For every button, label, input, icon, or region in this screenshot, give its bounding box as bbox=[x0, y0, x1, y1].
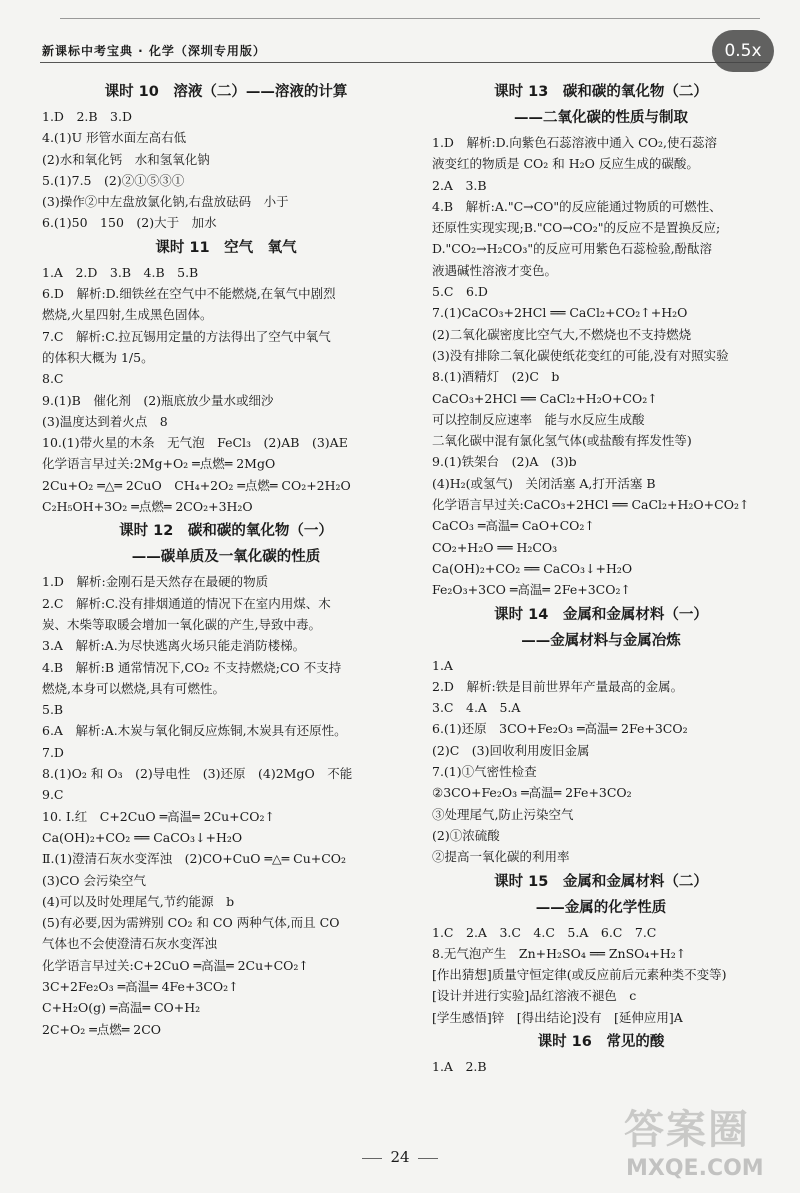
header-rule bbox=[40, 62, 770, 63]
answer-line: 气体也不会使澄清石灰水变浑浊 bbox=[42, 936, 218, 952]
answer-line: 2.C 解析:C.没有排烟通道的情况下在室内用煤、木 bbox=[42, 595, 331, 611]
answer-line: 2.D 解析:铁是目前世界年产量最高的金属。 bbox=[432, 678, 684, 694]
answer-line: (5)有必要,因为需辨别 CO₂ 和 CO 两种气体,而且 CO bbox=[42, 915, 340, 931]
book-title: 新课标中考宝典 · 化学（深圳专用版） bbox=[42, 44, 266, 58]
answer-line: 6.A 解析:A.木炭与氧化铜反应炼铜,木炭具有还原性。 bbox=[42, 723, 347, 739]
answer-line: 6.(1)还原 3CO+Fe₂O₃ ═高温═ 2Fe+3CO₂ bbox=[432, 721, 688, 737]
answer-line: 1.D 解析:金刚石是天然存在最硬的物质 bbox=[42, 574, 269, 590]
answer-line: (2)水和氧化钙 水和氢氧化钠 bbox=[42, 151, 210, 167]
answer-line: 还原性实现实现;B."CO→CO₂"的反应不是置换反应; bbox=[432, 220, 721, 236]
answer-line: 10. Ⅰ.红 C+2CuO ═高温═ 2Cu+CO₂↑ bbox=[42, 808, 275, 824]
answer-line: (3)CO 会污染空气 bbox=[42, 872, 146, 888]
answer-line: (3)操作②中左盘放氯化钠,右盘放砝码 小于 bbox=[42, 194, 289, 210]
answer-line: Ca(OH)₂+CO₂ ══ CaCO₃↓+H₂O bbox=[42, 829, 243, 845]
section-title: 课时 16 常见的酸 bbox=[537, 1033, 665, 1050]
answer-line: 3C+2Fe₂O₃ ═高温═ 4Fe+3CO₂↑ bbox=[42, 978, 239, 994]
answer-line: 8.(1)O₂ 和 O₃ (2)导电性 (3)还原 (4)2MgO 不能 bbox=[42, 766, 353, 782]
answer-line: 2Cu+O₂ ═△═ 2CuO CH₄+2O₂ ═点燃═ CO₂+2H₂O bbox=[42, 477, 351, 493]
answer-line: [作出猜想]质量守恒定律(或反应前后元素种类不变等) bbox=[432, 967, 727, 983]
answer-line: [学生感悟]锌 [得出结论]没有 [延伸应用]A bbox=[432, 1009, 683, 1025]
answer-line: 燃烧,本身可以燃烧,具有可燃性。 bbox=[42, 680, 225, 696]
answer-line: 1.D 解析:D.向紫色石蕊溶液中通入 CO₂,使石蕊溶 bbox=[432, 135, 717, 150]
answer-line: 液遇碱性溶液才变色。 bbox=[432, 262, 558, 278]
section-title: ——二氧化碳的性质与制取 bbox=[514, 110, 688, 126]
answer-line: CO₂+H₂O ══ H₂CO₃ bbox=[432, 539, 558, 555]
answer-line: 7.(1)①气密性检查 bbox=[432, 764, 537, 780]
answer-line: CaCO₃ ═高温═ CaO+CO₂↑ bbox=[432, 518, 595, 534]
answer-line: CaCO₃+2HCl ══ CaCl₂+H₂O+CO₂↑ bbox=[432, 390, 658, 406]
section-title: ——碳单质及一氧化碳的性质 bbox=[131, 549, 321, 566]
answer-line: 4.B 解析:B 通常情况下,CO₂ 不支持燃烧;CO 不支持 bbox=[42, 659, 342, 675]
answer-line: 5.(1)7.5 (2)②①⑤③① bbox=[42, 172, 185, 188]
answer-line: (2)二氧化碳密度比空气大,不燃烧也不支持燃烧 bbox=[432, 326, 692, 342]
answer-line: 二氧化碳中混有氯化氢气体(或盐酸有挥发性等) bbox=[432, 433, 692, 449]
answer-line: 5.B bbox=[42, 702, 64, 718]
answer-line: C₂H₅OH+3O₂ ═点燃═ 2CO₂+3H₂O bbox=[42, 499, 253, 515]
answer-line: 9.C bbox=[42, 787, 64, 803]
section-title: 课时 12 碳和碳的氧化物（一） bbox=[119, 523, 333, 540]
answer-line: 8.无气泡产生 Zn+H₂SO₄ ══ ZnSO₄+H₂↑ bbox=[432, 945, 687, 961]
answer-line: 化学语言早过关:2Mg+O₂ ═点燃═ 2MgO bbox=[42, 456, 276, 472]
answer-line: 1.C 2.A 3.C 4.C 5.A 6.C 7.C bbox=[432, 924, 657, 940]
answer-line: C+H₂O(g) ═高温═ CO+H₂ bbox=[42, 1000, 201, 1016]
watermark-url: MXQE.COM bbox=[626, 1156, 764, 1181]
answer-line: 2C+O₂ ═点燃═ 2CO bbox=[42, 1021, 162, 1037]
answer-line: (3)没有排除二氧化碳使纸花变红的可能,没有对照实验 bbox=[432, 347, 729, 363]
answer-line: 6.(1)50 150 (2)大于 加水 bbox=[42, 215, 217, 231]
answer-line: 1.D 2.B 3.D bbox=[42, 109, 133, 124]
answer-line: 燃烧,火星四射,生成黑色固体。 bbox=[42, 307, 213, 323]
answer-line: 4.B 解析:A."C→CO"的反应能通过物质的可燃性、 bbox=[432, 198, 722, 214]
section-title: 课时 13 碳和碳的氧化物（二） bbox=[494, 84, 708, 100]
answer-line: ③处理尾气,防止污染空气 bbox=[432, 806, 574, 822]
answer-line: 7.(1)CaCO₃+2HCl ══ CaCl₂+CO₂↑+H₂O bbox=[432, 305, 688, 321]
answer-line: 7.D bbox=[42, 744, 64, 760]
playback-speed-button[interactable]: 0.5x bbox=[712, 30, 774, 72]
section-title: 课时 14 金属和金属材料（一） bbox=[494, 606, 708, 623]
watermark-logo: 答案圈 bbox=[624, 1107, 750, 1153]
answer-line: 9.(1)B 催化剂 (2)瓶底放少量水或细沙 bbox=[42, 392, 274, 408]
answer-line: 6.D 解析:D.细铁丝在空气中不能燃烧,在氧气中剧烈 bbox=[42, 286, 336, 302]
answer-line: 7.C 解析:C.拉瓦锡用定量的方法得出了空气中氧气 bbox=[42, 328, 331, 344]
section-title: 课时 10 溶液（二）——溶液的计算 bbox=[104, 84, 348, 100]
answer-line: D."CO₂→H₂CO₃"的反应可用紫色石蕊检验,酚酞溶 bbox=[432, 241, 713, 257]
answer-line: 9.(1)铁架台 (2)A (3)b bbox=[432, 454, 577, 470]
answer-line: 2.A 3.B bbox=[432, 177, 487, 193]
answer-line: [设计并进行实验]品红溶液不褪色 c bbox=[432, 988, 637, 1004]
answer-line: (3)温度达到着火点 8 bbox=[42, 413, 168, 429]
page-header bbox=[0, 0, 800, 70]
left-column bbox=[42, 78, 410, 1040]
answer-line: 10.(1)带火星的木条 无气泡 FeCl₃ (2)AB (3)AE bbox=[42, 435, 348, 451]
answer-line: (2)①浓硫酸 bbox=[432, 827, 500, 843]
right-column bbox=[432, 78, 770, 1077]
answer-line: 炭、木柴等取暖会增加一氧化碳的产生,导致中毒。 bbox=[42, 616, 321, 632]
answer-line: 8.(1)酒精灯 (2)C b bbox=[432, 369, 560, 385]
answer-line: 的体积大概为 1/5。 bbox=[42, 349, 154, 365]
header-top-rule bbox=[60, 18, 760, 19]
answer-line: 8.C bbox=[42, 371, 64, 387]
answer-line: 4.(1)U 形管水面左高右低 bbox=[42, 130, 187, 146]
answer-line: Ⅱ.(1)澄清石灰水变浑浊 (2)CO+CuO ═△═ Cu+CO₂ bbox=[42, 851, 347, 867]
answer-line: 5.C 6.D bbox=[432, 284, 488, 300]
answer-line: 化学语言早过关:C+2CuO ═高温═ 2Cu+CO₂↑ bbox=[42, 957, 309, 973]
answer-line: 1.A bbox=[432, 657, 453, 673]
answer-line: ②提高一氧化碳的利用率 bbox=[432, 849, 570, 865]
answer-line: Ca(OH)₂+CO₂ ══ CaCO₃↓+H₂O bbox=[432, 560, 633, 576]
answer-line: 3.A 解析:A.为尽快逃离火场只能走消防楼梯。 bbox=[42, 638, 306, 654]
answer-line: 化学语言早过关:CaCO₃+2HCl ══ CaCl₂+H₂O+CO₂↑ bbox=[432, 497, 750, 513]
answer-line: ②3CO+Fe₂O₃ ═高温═ 2Fe+3CO₂ bbox=[432, 785, 632, 801]
answer-line: 液变红的物质是 CO₂ 和 H₂O 反应生成的碳酸。 bbox=[432, 156, 699, 172]
section-title: ——金属材料与金属冶炼 bbox=[521, 632, 681, 649]
answer-line: 1.A 2.D 3.B 4.B 5.B bbox=[42, 264, 199, 280]
answer-line: (2)C (3)回收利用废旧金属 bbox=[432, 742, 590, 758]
section-title: 课时 15 金属和金属材料（二） bbox=[494, 873, 708, 890]
answer-line: Fe₂O₃+3CO ═高温═ 2Fe+3CO₂↑ bbox=[432, 582, 631, 598]
section-title: ——金属的化学性质 bbox=[535, 899, 667, 916]
answer-line: 3.C 4.A 5.A bbox=[432, 700, 521, 716]
answer-line: (4)可以及时处理尾气,节约能源 b bbox=[42, 893, 235, 909]
answer-line: 可以控制反应速率 能与水反应生成酸 bbox=[432, 411, 645, 427]
section-title: 课时 11 空气 氧气 bbox=[155, 239, 297, 256]
page-number: 24 bbox=[0, 1148, 800, 1166]
answer-line: (4)H₂(或氢气) 关闭活塞 A,打开活塞 B bbox=[432, 475, 656, 491]
answer-line: 1.A 2.B bbox=[432, 1058, 487, 1074]
